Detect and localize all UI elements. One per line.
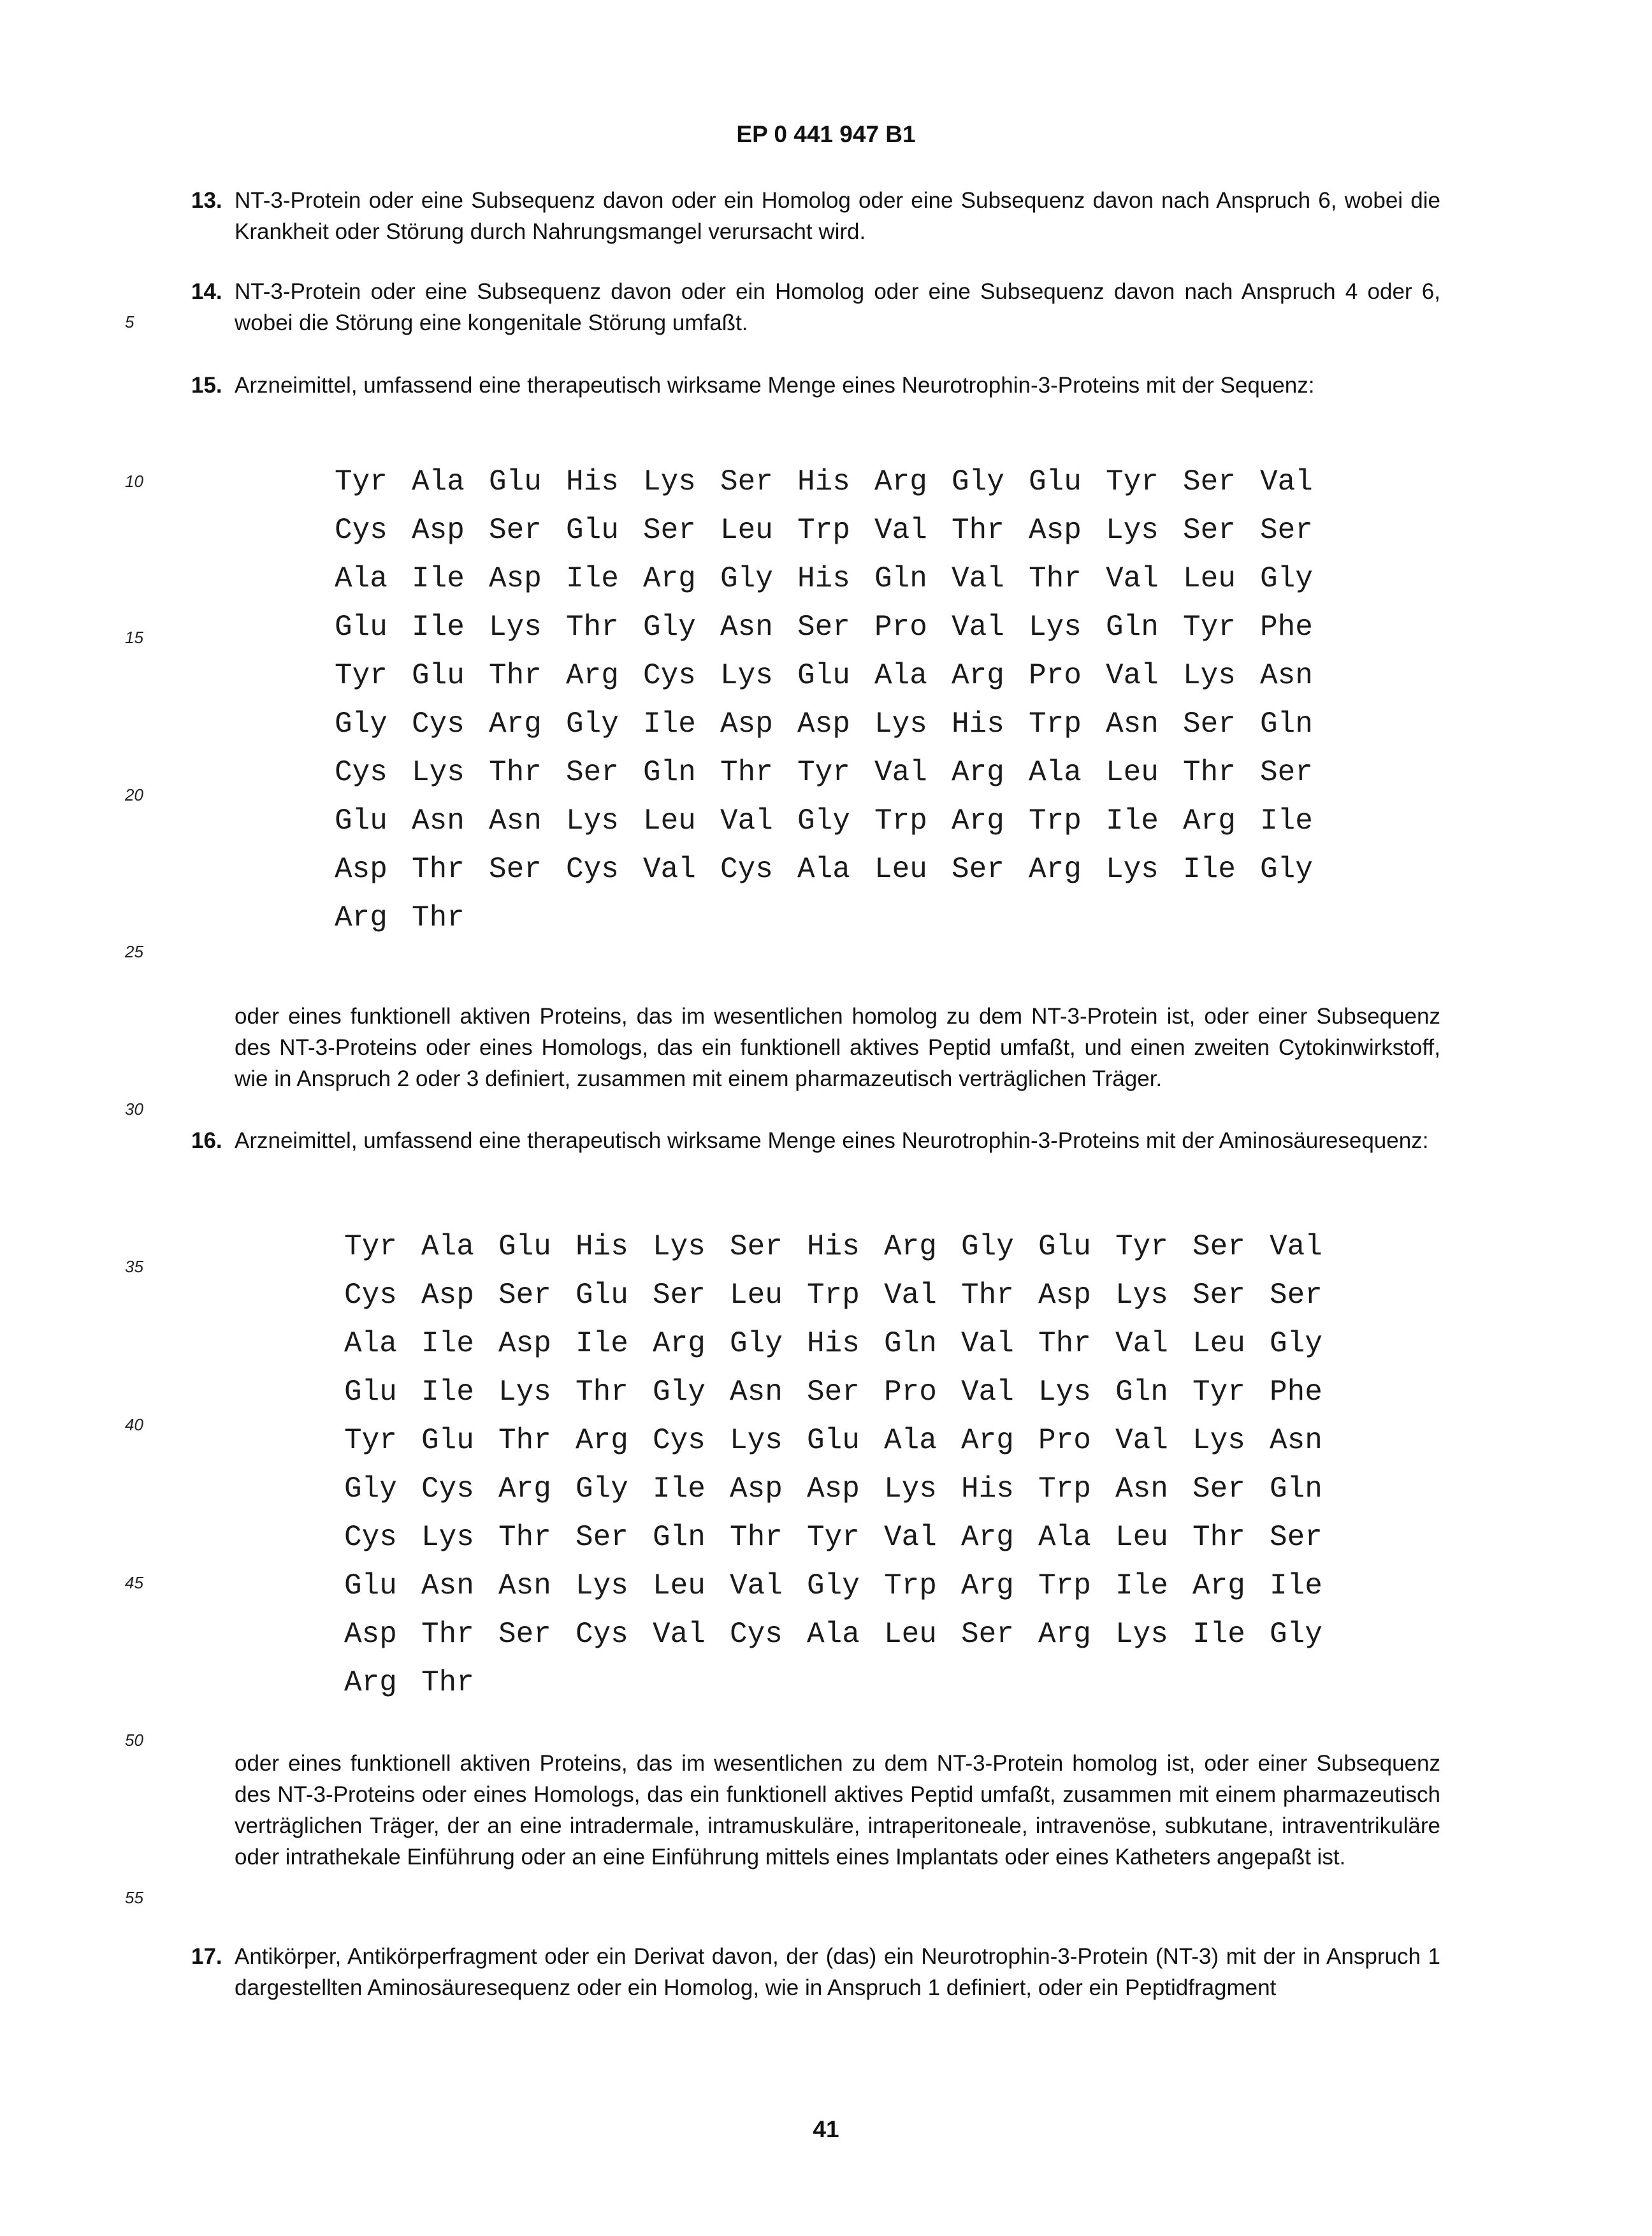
amino-acid: Glu — [335, 611, 388, 644]
amino-acid: Ile — [1183, 853, 1236, 886]
amino-acid: Lys — [498, 1376, 551, 1409]
claim-14 — [191, 276, 1440, 338]
amino-acid: Thr — [952, 514, 1004, 547]
amino-acid: Glu — [421, 1424, 474, 1457]
amino-acid: Tyr — [344, 1424, 397, 1457]
amino-acid: Gly — [643, 611, 696, 644]
amino-acid: Arg — [498, 1472, 551, 1506]
amino-acid: Ala — [797, 853, 850, 886]
line-number: 15 — [125, 628, 143, 647]
amino-acid: Gly — [335, 708, 388, 741]
amino-acid: Asp — [1029, 514, 1082, 547]
amino-acid: Leu — [1183, 562, 1236, 595]
amino-acid: Cys — [566, 853, 619, 886]
amino-acid: Asn — [1260, 659, 1313, 692]
amino-acid: Asp — [344, 1618, 397, 1651]
claim-text: NT-3-Protein oder eine Subsequenz davon oder ein Homolog oder eine Subsequenz davon nach Anspruch 4 oder 6, wobei die Störung eine kongenitale Störung umfaßt. — [235, 279, 1440, 335]
amino-acid: His — [797, 562, 850, 595]
amino-acid: Ile — [566, 562, 619, 595]
amino-acid: Thr — [498, 1424, 551, 1457]
amino-acid: Gly — [1270, 1618, 1322, 1651]
amino-acid: Gly — [952, 465, 1004, 498]
page-number: 41 — [813, 2116, 839, 2142]
amino-acid: Lys — [412, 756, 465, 789]
amino-acid: Thr — [421, 1618, 474, 1651]
amino-acid: Ala — [1029, 756, 1082, 789]
amino-acid: Lys — [643, 465, 696, 498]
amino-acid: Val — [952, 611, 1004, 644]
amino-acid: Arg — [874, 465, 927, 498]
line-number: 50 — [125, 1731, 143, 1750]
line-number: 10 — [125, 472, 143, 491]
amino-acid: Val — [961, 1327, 1014, 1360]
amino-acid: Leu — [1192, 1327, 1245, 1360]
document-header: EP 0 441 947 B1 — [736, 121, 916, 147]
amino-acid: Cys — [643, 659, 696, 692]
amino-acid: Ser — [1183, 514, 1236, 547]
amino-acid: Lys — [884, 1472, 937, 1506]
amino-acid: Gly — [797, 804, 850, 838]
amino-acid: Pro — [1029, 659, 1082, 692]
amino-acid: Tyr — [1192, 1376, 1245, 1409]
line-number: 35 — [125, 1257, 143, 1276]
amino-acid: Asp — [498, 1327, 551, 1360]
amino-acid: Val — [1106, 659, 1159, 692]
amino-acid: Gln — [1106, 611, 1159, 644]
amino-acid: Ile — [1115, 1569, 1168, 1602]
amino-acid: Ser — [1183, 708, 1236, 741]
amino-acid: Ser — [730, 1230, 783, 1263]
claim-15 — [191, 370, 1440, 401]
amino-acid: Val — [884, 1279, 937, 1312]
amino-acid: Ile — [643, 708, 696, 741]
claim-13 — [191, 185, 1440, 247]
amino-acid: Lys — [720, 659, 773, 692]
amino-acid: Gln — [643, 756, 696, 789]
amino-acid: Trp — [1029, 804, 1082, 838]
amino-acid: Arg — [653, 1327, 706, 1360]
claim-number: 16. — [191, 1128, 222, 1153]
amino-acid: Arg — [344, 1666, 397, 1699]
amino-acid: Lys — [730, 1424, 783, 1457]
amino-acid: Asp — [421, 1279, 474, 1312]
sequence-row — [335, 465, 1337, 514]
line-number: 25 — [125, 942, 143, 961]
amino-acid: His — [797, 465, 850, 498]
amino-acid: Asn — [1270, 1424, 1322, 1457]
amino-acid: Thr — [1038, 1327, 1091, 1360]
amino-acid: Val — [884, 1521, 937, 1554]
amino-acid: Asn — [421, 1569, 474, 1602]
amino-acid: Arg — [952, 659, 1004, 692]
amino-acid: Gly — [344, 1472, 397, 1506]
amino-acid: Trp — [884, 1569, 937, 1602]
amino-acid: Thr — [576, 1376, 628, 1409]
amino-acid: Thr — [412, 901, 465, 934]
amino-acid: Ser — [1270, 1521, 1322, 1554]
amino-acid: Asp — [730, 1472, 783, 1506]
sequence-row — [344, 1424, 1347, 1472]
amino-acid: Gln — [874, 562, 927, 595]
amino-acid: Thr — [1192, 1521, 1245, 1554]
amino-acid: Ala — [412, 465, 465, 498]
amino-acid: Lys — [421, 1521, 474, 1554]
amino-acid: Ile — [653, 1472, 706, 1506]
amino-acid: Gly — [1260, 853, 1313, 886]
amino-acid: Ile — [1260, 804, 1313, 838]
amino-acid: Cys — [421, 1472, 474, 1506]
amino-acid: Ala — [335, 562, 388, 595]
claim-number: 14. — [191, 279, 222, 304]
amino-acid: Gly — [807, 1569, 860, 1602]
amino-acid: Ser — [1270, 1279, 1322, 1312]
amino-acid: Arg — [961, 1569, 1014, 1602]
amino-acid: Val — [730, 1569, 783, 1602]
amino-acid: Gly — [961, 1230, 1014, 1263]
amino-acid: Leu — [874, 853, 927, 886]
amino-acid: Glu — [1038, 1230, 1091, 1263]
amino-acid: Ser — [643, 514, 696, 547]
amino-acid: Glu — [344, 1376, 397, 1409]
amino-acid: Lys — [1029, 611, 1082, 644]
amino-acid: Leu — [1106, 756, 1159, 789]
line-number: 45 — [125, 1573, 143, 1592]
amino-acid: Lys — [1192, 1424, 1245, 1457]
sequence-row — [344, 1279, 1347, 1327]
claim-text: Arzneimittel, umfassend eine therapeutisch wirksame Menge eines Neurotrophin-3-Proteins mit der Sequenz: — [235, 373, 1315, 398]
amino-acid: Ser — [1260, 514, 1313, 547]
amino-acid: Leu — [653, 1569, 706, 1602]
sequence-row — [335, 708, 1337, 756]
amino-acid: Gly — [730, 1327, 783, 1360]
amino-acid: Phe — [1260, 611, 1313, 644]
amino-acid: Cys — [344, 1279, 397, 1312]
amino-acid: His — [807, 1327, 860, 1360]
amino-acid: Ile — [1106, 804, 1159, 838]
amino-acid: Thr — [498, 1521, 551, 1554]
amino-acid: Gly — [566, 708, 619, 741]
sequence-row — [335, 901, 1337, 950]
amino-acid: Glu — [489, 465, 542, 498]
amino-acid: Gln — [1260, 708, 1313, 741]
amino-acid: Glu — [576, 1279, 628, 1312]
sequence-row — [344, 1618, 1347, 1666]
claim-15-continuation: oder eines funktionell aktiven Proteins, das im wesentlichen homolog zu dem NT-3-Protein ist, oder einer Subsequenz des NT-3-Proteins oder eines Homologs, das ein funktionell aktives Peptid umfaßt, und einen zweiten Cytokinwirkstoff, wie in Anspruch 2 oder 3 definiert, zusammen mit einem pharmazeutisch verträglichen Träger. — [235, 1004, 1440, 1091]
sequence-row — [344, 1376, 1347, 1424]
amino-acid: Thr — [412, 853, 465, 886]
amino-acid: Tyr — [797, 756, 850, 789]
amino-acid: Lys — [1115, 1618, 1168, 1651]
amino-acid: Gly — [1260, 562, 1313, 595]
claim-text: Arzneimittel, umfassend eine therapeutisch wirksame Menge eines Neurotrophin-3-Proteins mit der Aminosäuresequenz: — [235, 1128, 1429, 1153]
amino-acid: Arg — [1038, 1618, 1091, 1651]
amino-acid: Val — [1270, 1230, 1322, 1263]
amino-acid: Tyr — [335, 465, 388, 498]
sequence-row — [344, 1472, 1347, 1521]
amino-acid: Ser — [807, 1376, 860, 1409]
amino-acid: Ser — [952, 853, 1004, 886]
claim-17 — [191, 1941, 1440, 2003]
amino-acid: Ala — [421, 1230, 474, 1263]
amino-acid: Glu — [498, 1230, 551, 1263]
amino-acid: Gln — [1115, 1376, 1168, 1409]
amino-acid: Asn — [412, 804, 465, 838]
amino-acid: Asp — [720, 708, 773, 741]
amino-acid: Cys — [576, 1618, 628, 1651]
amino-acid: Ser — [489, 514, 542, 547]
sequence-row — [344, 1327, 1347, 1376]
amino-acid: Ala — [874, 659, 927, 692]
amino-acid: Ile — [1192, 1618, 1245, 1651]
line-number: 5 — [125, 312, 134, 331]
amino-acid: Ser — [961, 1618, 1014, 1651]
amino-acid: Arg — [952, 804, 1004, 838]
amino-acid: Glu — [1029, 465, 1082, 498]
amino-acid: Asn — [1115, 1472, 1168, 1506]
amino-acid: Val — [1115, 1327, 1168, 1360]
amino-acid: Leu — [643, 804, 696, 838]
sequence-row — [335, 853, 1337, 901]
amino-acid: Lys — [1183, 659, 1236, 692]
sequence-row — [335, 611, 1337, 659]
amino-acid: Arg — [566, 659, 619, 692]
line-number: 55 — [125, 1888, 143, 1907]
amino-acid: Cys — [730, 1618, 783, 1651]
amino-acid: Cys — [344, 1521, 397, 1554]
amino-acid: Ser — [498, 1618, 551, 1651]
amino-acid: Glu — [797, 659, 850, 692]
line-number: 20 — [125, 785, 143, 804]
amino-acid: Asn — [489, 804, 542, 838]
amino-acid: Ser — [576, 1521, 628, 1554]
sequence-row — [335, 659, 1337, 708]
amino-acid: Pro — [884, 1376, 937, 1409]
amino-acid: Leu — [720, 514, 773, 547]
amino-acid: Asp — [335, 853, 388, 886]
amino-acid: Val — [874, 514, 927, 547]
amino-acid: Gly — [653, 1376, 706, 1409]
amino-acid: Ala — [807, 1618, 860, 1651]
sequence-row — [344, 1666, 1347, 1715]
amino-acid: Ala — [344, 1327, 397, 1360]
amino-acid-sequence-2 — [344, 1230, 1347, 1715]
amino-acid: Lys — [874, 708, 927, 741]
amino-acid: Val — [952, 562, 1004, 595]
amino-acid: Tyr — [1106, 465, 1159, 498]
amino-acid: Arg — [1183, 804, 1236, 838]
amino-acid: Lys — [1038, 1376, 1091, 1409]
amino-acid: His — [576, 1230, 628, 1263]
amino-acid: Arg — [952, 756, 1004, 789]
amino-acid: Trp — [874, 804, 927, 838]
amino-acid: His — [952, 708, 1004, 741]
amino-acid: Val — [1260, 465, 1313, 498]
amino-acid: Thr — [720, 756, 773, 789]
amino-acid: Val — [1115, 1424, 1168, 1457]
amino-acid: Cys — [653, 1424, 706, 1457]
amino-acid: Thr — [489, 756, 542, 789]
amino-acid: Gln — [653, 1521, 706, 1554]
amino-acid: Thr — [489, 659, 542, 692]
amino-acid: Val — [653, 1618, 706, 1651]
amino-acid: Arg — [1029, 853, 1082, 886]
amino-acid: Lys — [1106, 853, 1159, 886]
amino-acid: Val — [643, 853, 696, 886]
claim-16 — [191, 1125, 1440, 1156]
amino-acid-sequence-1 — [335, 465, 1337, 950]
amino-acid: Trp — [807, 1279, 860, 1312]
amino-acid: Tyr — [1115, 1230, 1168, 1263]
amino-acid: Lys — [1106, 514, 1159, 547]
amino-acid: Asn — [720, 611, 773, 644]
amino-acid: Thr — [730, 1521, 783, 1554]
amino-acid: Pro — [874, 611, 927, 644]
amino-acid: Asp — [412, 514, 465, 547]
amino-acid: Gly — [720, 562, 773, 595]
amino-acid: Ser — [498, 1279, 551, 1312]
amino-acid: Arg — [884, 1230, 937, 1263]
amino-acid: Gln — [1270, 1472, 1322, 1506]
amino-acid: Gln — [884, 1327, 937, 1360]
line-number: 30 — [125, 1100, 143, 1119]
amino-acid: Cys — [720, 853, 773, 886]
amino-acid: Leu — [730, 1279, 783, 1312]
amino-acid: Cys — [335, 756, 388, 789]
amino-acid: Lys — [1115, 1279, 1168, 1312]
amino-acid: Ser — [1192, 1279, 1245, 1312]
claim-number: 15. — [191, 373, 222, 398]
amino-acid: Asp — [1038, 1279, 1091, 1312]
amino-acid: Ser — [566, 756, 619, 789]
claim-text: NT-3-Protein oder eine Subsequenz davon oder ein Homolog oder eine Subsequenz davon nach Anspruch 6, wobei die Krankheit oder Störung durch Nahrungsmangel verursacht wird. — [235, 188, 1440, 244]
amino-acid: Pro — [1038, 1424, 1091, 1457]
amino-acid: Thr — [961, 1279, 1014, 1312]
amino-acid: Ile — [576, 1327, 628, 1360]
amino-acid: Asp — [489, 562, 542, 595]
amino-acid: Glu — [344, 1569, 397, 1602]
amino-acid: Arg — [643, 562, 696, 595]
sequence-row — [344, 1521, 1347, 1569]
amino-acid: Ser — [489, 853, 542, 886]
amino-acid: Arg — [961, 1521, 1014, 1554]
amino-acid: Lys — [576, 1569, 628, 1602]
amino-acid: Ile — [421, 1376, 474, 1409]
amino-acid: Ser — [720, 465, 773, 498]
amino-acid: Gly — [576, 1472, 628, 1506]
amino-acid: Val — [1106, 562, 1159, 595]
amino-acid: Thr — [421, 1666, 474, 1699]
amino-acid: Phe — [1270, 1376, 1322, 1409]
amino-acid: Ala — [884, 1424, 937, 1457]
amino-acid: Trp — [1038, 1472, 1091, 1506]
sequence-row — [335, 804, 1337, 853]
amino-acid: Lys — [489, 611, 542, 644]
line-number: 40 — [125, 1415, 143, 1434]
amino-acid: Arg — [335, 901, 388, 934]
amino-acid: His — [566, 465, 619, 498]
amino-acid: Leu — [1115, 1521, 1168, 1554]
amino-acid: Lys — [653, 1230, 706, 1263]
amino-acid: Val — [961, 1376, 1014, 1409]
amino-acid: Val — [874, 756, 927, 789]
amino-acid: Val — [720, 804, 773, 838]
amino-acid: Asn — [1106, 708, 1159, 741]
amino-acid: Ile — [1270, 1569, 1322, 1602]
amino-acid: Glu — [807, 1424, 860, 1457]
amino-acid: Thr — [566, 611, 619, 644]
claim-number: 13. — [191, 188, 222, 213]
amino-acid: Arg — [961, 1424, 1014, 1457]
amino-acid: Cys — [335, 514, 388, 547]
amino-acid: Tyr — [1183, 611, 1236, 644]
sequence-row — [335, 514, 1337, 562]
amino-acid: Ile — [421, 1327, 474, 1360]
sequence-row — [335, 756, 1337, 804]
amino-acid: Lys — [566, 804, 619, 838]
amino-acid: Glu — [412, 659, 465, 692]
amino-acid: Leu — [884, 1618, 937, 1651]
sequence-row — [335, 562, 1337, 611]
amino-acid: Ile — [412, 562, 465, 595]
amino-acid: Glu — [335, 804, 388, 838]
amino-acid: Asp — [807, 1472, 860, 1506]
amino-acid: Thr — [1183, 756, 1236, 789]
amino-acid: Arg — [489, 708, 542, 741]
amino-acid: His — [961, 1472, 1014, 1506]
amino-acid: Ser — [1192, 1230, 1245, 1263]
amino-acid: Cys — [412, 708, 465, 741]
amino-acid: Ile — [412, 611, 465, 644]
amino-acid: Thr — [1029, 562, 1082, 595]
amino-acid: Tyr — [344, 1230, 397, 1263]
amino-acid: Ser — [1192, 1472, 1245, 1506]
amino-acid: His — [807, 1230, 860, 1263]
amino-acid: Asn — [730, 1376, 783, 1409]
sequence-row — [344, 1230, 1347, 1279]
amino-acid: Arg — [576, 1424, 628, 1457]
amino-acid: Arg — [1192, 1569, 1245, 1602]
amino-acid: Asp — [797, 708, 850, 741]
amino-acid: Glu — [566, 514, 619, 547]
amino-acid: Ser — [1183, 465, 1236, 498]
claim-text: Antikörper, Antikörperfragment oder ein Derivat davon, der (das) ein Neurotrophin-3-Protein (NT-3) mit der in Anspruch 1 dargestellten Aminosäuresequenz oder ein Homolog, wie in Anspruch 1 definiert, oder ein Peptidfragment — [235, 1944, 1440, 2000]
claim-16-continuation: oder eines funktionell aktiven Proteins, das im wesentlichen zu dem NT-3-Protein homolog ist, oder einer Subsequenz des NT-3-Proteins oder eines Homologs, das ein funktionell aktives Peptid umfaßt, zusammen mit einem pharmazeutisch verträglichen Träger, der an eine intradermale, intramuskuläre, intraperitoneale, intravenöse, subkutane, intraventrikuläre oder intrathekale Einführung oder an eine Einführung mittels eines Implantats oder eines Katheters angepaßt ist. — [235, 1751, 1440, 1869]
amino-acid: Ser — [653, 1279, 706, 1312]
amino-acid: Trp — [1029, 708, 1082, 741]
amino-acid: Trp — [1038, 1569, 1091, 1602]
amino-acid: Ser — [1260, 756, 1313, 789]
amino-acid: Gly — [1270, 1327, 1322, 1360]
amino-acid: Tyr — [335, 659, 388, 692]
claim-number: 17. — [191, 1944, 222, 1969]
amino-acid: Ser — [797, 611, 850, 644]
amino-acid: Tyr — [807, 1521, 860, 1554]
sequence-row — [344, 1569, 1347, 1618]
amino-acid: Ala — [1038, 1521, 1091, 1554]
amino-acid: Trp — [797, 514, 850, 547]
amino-acid: Asn — [498, 1569, 551, 1602]
